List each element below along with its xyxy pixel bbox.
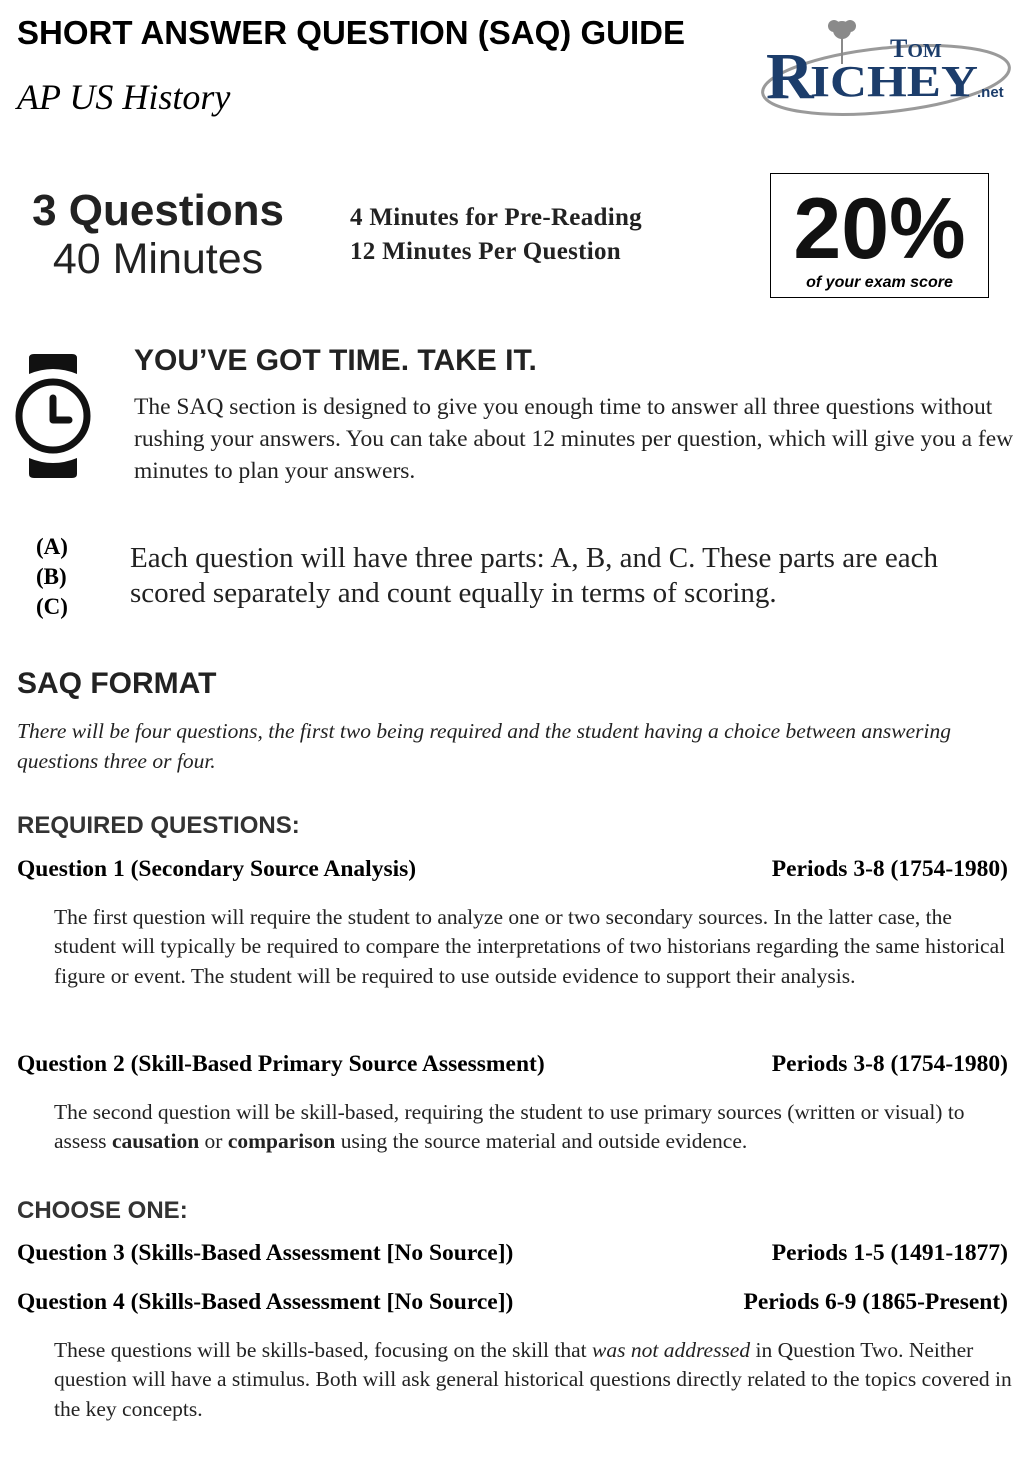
score-percent: 20%: [793, 181, 966, 277]
tom-richey-logo: [758, 10, 1018, 120]
question-3-row: [17, 1240, 1008, 1267]
choose-one-heading: CHOOSE ONE:: [17, 1197, 188, 1224]
text: or: [199, 1129, 228, 1154]
comparison-term: comparison: [227, 1129, 336, 1154]
causation-term: causation: [111, 1129, 200, 1154]
per-question-time: 12 Minutes Per Question: [350, 238, 622, 265]
score-label: of your exam score: [806, 274, 953, 291]
parts-labels: [36, 532, 68, 622]
text: in Question Two. Neither question will have a stimulus. Both will ask general historical questions directly related to the topics covered in the key concepts.: [54, 1338, 1012, 1421]
question-1-title: Question 1 (Secondary Source Analysis): [17, 856, 417, 882]
saq-format-heading: SAQ FORMAT: [17, 667, 217, 700]
page-subtitle: AP US History: [17, 77, 231, 117]
text: The second question will be skill-based, requiring the student to use primary sources (written or visual) to assess: [54, 1100, 965, 1154]
score-weight-box: [770, 173, 989, 298]
question-4-title: Question 4 (Skills-Based Assessment [No Source]): [17, 1289, 514, 1315]
question-1-periods: Periods 3-8 (1754-1980): [771, 856, 1008, 882]
question-2-periods: Periods 3-8 (1754-1980): [771, 1051, 1008, 1077]
question-2-row: [17, 1051, 1008, 1078]
time-heading: YOU’VE GOT TIME. TAKE IT.: [134, 344, 537, 377]
time-paragraph: The SAQ section is designed to give you enough time to answer all three questions without rushing your answers. You can take about 12 minutes per question, which will give you a few minutes to plan your answers.: [134, 394, 1014, 484]
text: These questions will be skills-based, focusing on the skill that: [54, 1338, 593, 1362]
svg-text:ICHEY: ICHEY: [810, 57, 978, 106]
choose-one-description: [54, 1336, 1014, 1424]
svg-text:R: R: [766, 40, 814, 113]
part-a-label: (A): [36, 534, 68, 559]
text: using the source material and outside evidence.: [335, 1129, 748, 1154]
question-4-row: [17, 1289, 1008, 1316]
part-c-label: (C): [36, 594, 68, 619]
watch-icon: [12, 352, 94, 480]
question-count: 3 Questions: [32, 186, 284, 235]
page-title: SHORT ANSWER QUESTION (SAQ) GUIDE: [17, 14, 685, 51]
question-2-description: [54, 1098, 1014, 1157]
svg-text:.net: .net: [977, 84, 1004, 101]
question-4-periods: Periods 6-9 (1865-Present): [743, 1289, 1008, 1315]
pre-reading-time: 4 Minutes for Pre-Reading: [350, 204, 642, 231]
part-b-label: (B): [36, 564, 67, 589]
question-1-description: The first question will require the student to analyze one or two secondary sources. In the latter case, the student will typically be required to compare the interpretations of two historians regarding the same historical figure or event. The student will be required to use outside evidence to support their analysis.: [54, 905, 1006, 988]
emphasis: was not addressed: [592, 1338, 751, 1362]
question-1-row: [17, 856, 1008, 883]
required-questions-heading: REQUIRED QUESTIONS:: [17, 812, 300, 839]
total-time: 40 Minutes: [52, 235, 264, 283]
parts-paragraph: Each question will have three parts: A, B, and C. These parts are each scored separately and count equally in terms of scoring.: [130, 542, 938, 609]
question-3-periods: Periods 1-5 (1491-1877): [771, 1240, 1008, 1266]
svg-text:TOM: TOM: [890, 34, 942, 63]
question-2-title: Question 2 (Skill-Based Primary Source Assessment): [17, 1051, 545, 1077]
format-intro: There will be four questions, the first two being required and the student having a choice between answering questions three or four.: [17, 719, 951, 773]
question-3-title: Question 3 (Skills-Based Assessment [No Source]): [17, 1240, 514, 1266]
